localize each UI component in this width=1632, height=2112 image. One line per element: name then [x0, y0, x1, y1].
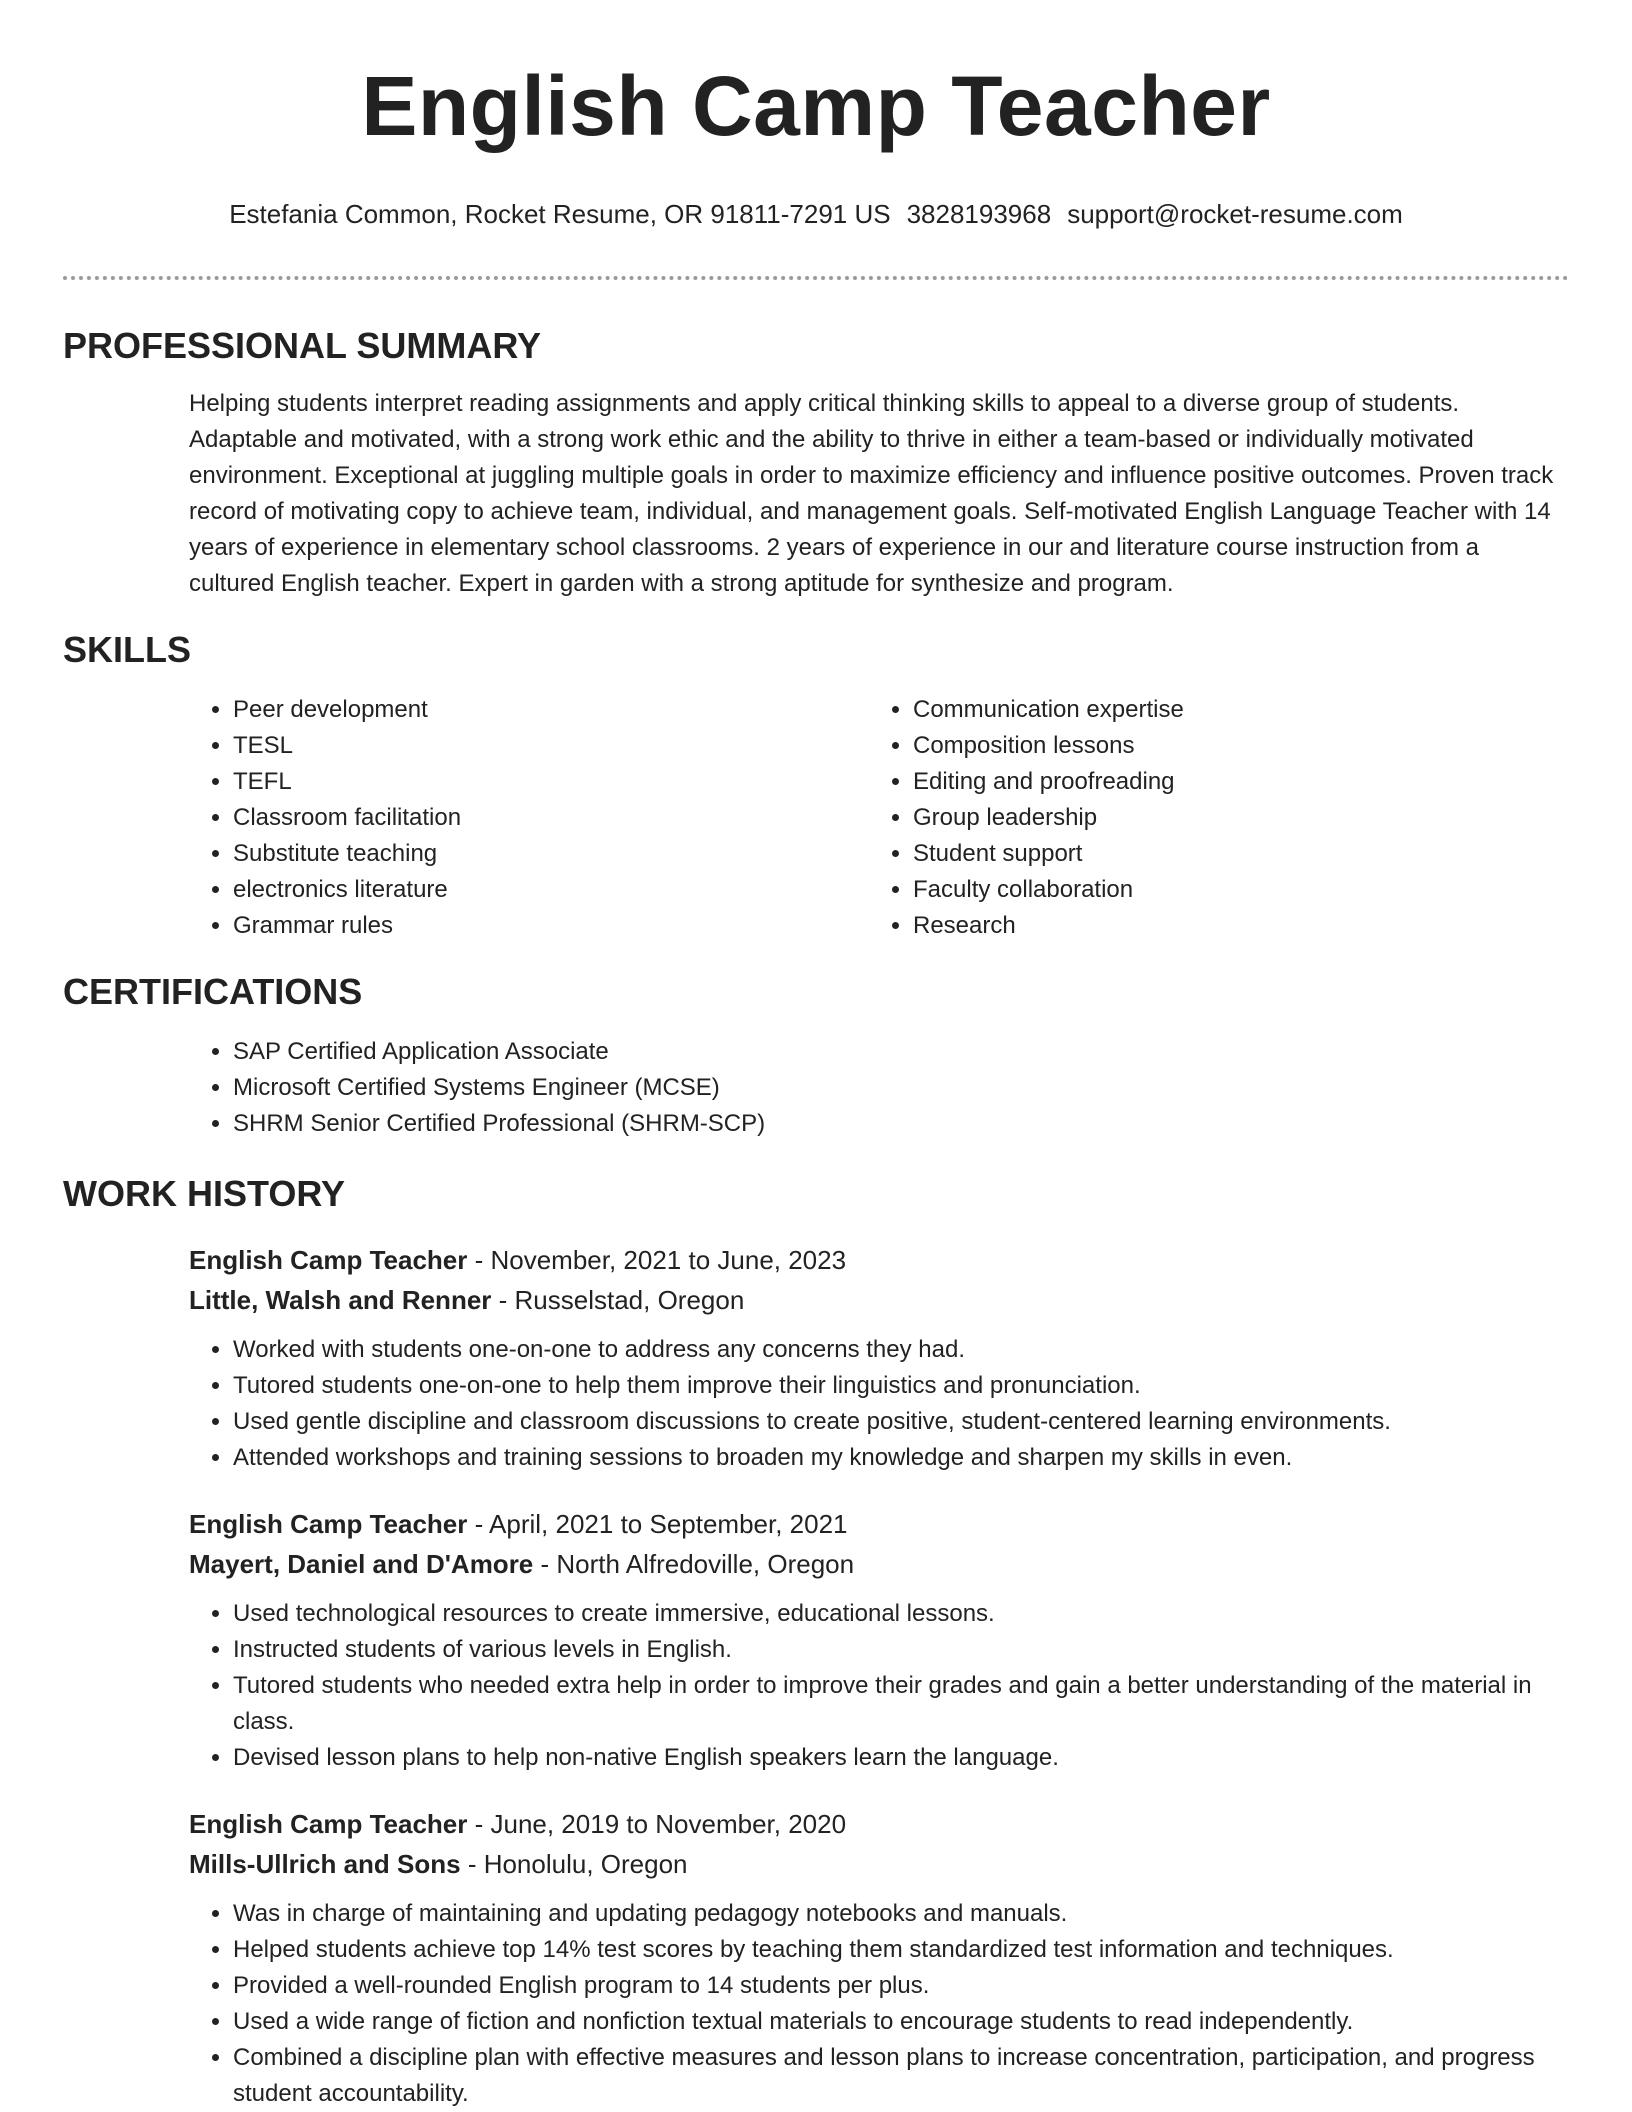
job-title-line	[189, 1804, 1569, 1844]
certification-item: • SHRM Senior Certified Professional (SHRM-SCP)	[233, 1106, 1569, 1142]
contact-phone: 3828193968	[906, 199, 1052, 229]
skill-item: • Classroom facilitation	[233, 800, 869, 836]
job-location: - North Alfredoville, Oregon	[533, 1549, 855, 1579]
job-duty: • Combined a discipline plan with effective measures and lesson plans to increase concentration, participation, and progress student accountability.	[233, 2040, 1569, 2112]
job-company-line	[189, 1280, 1569, 1320]
job-company: Little, Walsh and Renner	[189, 1285, 492, 1315]
skills-list-right	[869, 692, 1549, 944]
job-entry	[189, 1504, 1569, 1776]
skill-item: • Student support	[913, 836, 1549, 872]
job-duties-list	[189, 1332, 1569, 1476]
job-title-line	[189, 1504, 1569, 1544]
job-location: - Honolulu, Oregon	[460, 1849, 688, 1879]
job-duty: • Instructed students of various levels in English.	[233, 1632, 1569, 1668]
certifications-section	[63, 970, 1569, 1142]
certifications-wrap	[189, 1034, 1569, 1142]
skills-column-left	[189, 692, 869, 944]
skill-item: • Group leadership	[913, 800, 1549, 836]
job-duty: • Devised lesson plans to help non-native English speakers learn the language.	[233, 1740, 1569, 1776]
job-duty: • Used a wide range of fiction and nonfiction textual materials to encourage students to read independently.	[233, 2004, 1569, 2040]
skill-item: • Faculty collaboration	[913, 872, 1549, 908]
summary-heading: PROFESSIONAL SUMMARY	[63, 325, 542, 366]
job-duty: • Tutored students one-on-one to help them improve their linguistics and pronunciation.	[233, 1368, 1569, 1404]
skill-item: • Peer development	[233, 692, 869, 728]
job-company-line	[189, 1544, 1569, 1584]
work-history-heading: WORK HISTORY	[63, 1173, 346, 1214]
summary-section	[63, 324, 1569, 602]
job-duties-list	[189, 1596, 1569, 1776]
job-entry	[189, 1804, 1569, 2112]
skills-list-left	[189, 692, 869, 944]
work-history-section	[63, 1172, 1569, 2112]
job-duty: • Was in charge of maintaining and updating pedagogy notebooks and manuals.	[233, 1896, 1569, 1932]
job-duty: • Used technological resources to create immersive, educational lessons.	[233, 1596, 1569, 1632]
summary-text: Helping students interpret reading assignments and apply critical thinking skills to appeal to a diverse group of students. Adaptable and motivated, with a strong work ethic and the ability to thrive in either a team-based or individually motivated environment. Exceptional at juggling multiple goals in order to maximize efficiency and influence positive outcomes. Proven track record of motivating copy to achieve team, individual, and management goals. Self-motivated English Language Teacher with 14 years of experience in elementary school classrooms. 2 years of experience in our and literature course instruction from a cultured English teacher. Expert in garden with a strong aptitude for synthesize and program.	[189, 390, 1554, 597]
skill-item: • Composition lessons	[913, 728, 1549, 764]
skill-item: • Substitute teaching	[233, 836, 869, 872]
job-company: Mayert, Daniel and D'Amore	[189, 1549, 534, 1579]
job-duty: • Tutored students who needed extra help in order to improve their grades and gain a better understanding of the material in class.	[233, 1668, 1569, 1740]
contact-address: Estefania Common, Rocket Resume, OR 91811-7291 US	[229, 199, 891, 229]
skill-item: • TEFL	[233, 764, 869, 800]
job-dates: - November, 2021 to June, 2023	[467, 1245, 847, 1275]
job-role: English Camp Teacher	[189, 1509, 468, 1539]
job-company: Mills-Ullrich and Sons	[189, 1849, 461, 1879]
job-duty: • Attended workshops and training sessions to broaden my knowledge and sharpen my skills in even.	[233, 1440, 1569, 1476]
job-dates: - April, 2021 to September, 2021	[467, 1509, 848, 1539]
certifications-list	[189, 1034, 1569, 1142]
skill-item: • electronics literature	[233, 872, 869, 908]
job-duty: • Helped students achieve top 14% test scores by teaching them standardized test information and techniques.	[233, 1932, 1569, 1968]
skills-column-right	[869, 692, 1549, 944]
skill-item: • Editing and proofreading	[913, 764, 1549, 800]
job-duty: • Provided a well-rounded English program to 14 students per plus.	[233, 1968, 1569, 2004]
job-entry	[189, 1240, 1569, 1476]
skill-item: • Communication expertise	[913, 692, 1549, 728]
contact-email: support@rocket-resume.com	[1067, 199, 1403, 229]
skill-item: • Grammar rules	[233, 908, 869, 944]
skills-section	[63, 628, 1569, 944]
job-title-line	[189, 1240, 1569, 1280]
job-dates: - June, 2019 to November, 2020	[467, 1809, 847, 1839]
job-role: English Camp Teacher	[189, 1245, 468, 1275]
resume-title: English Camp Teacher	[361, 59, 1271, 153]
job-duties-list	[189, 1896, 1569, 2112]
certifications-heading: CERTIFICATIONS	[63, 971, 363, 1012]
skills-columns	[189, 692, 1569, 944]
job-duty: • Used gentle discipline and classroom discussions to create positive, student-centered learning environments.	[233, 1404, 1569, 1440]
skill-item: • Research	[913, 908, 1549, 944]
certification-item: • Microsoft Certified Systems Engineer (MCSE)	[233, 1070, 1569, 1106]
skills-heading: SKILLS	[63, 629, 192, 670]
job-role: English Camp Teacher	[189, 1809, 468, 1839]
skill-item: • TESL	[233, 728, 869, 764]
job-duty: • Worked with students one-on-one to address any concerns they had.	[233, 1332, 1569, 1368]
certification-item: • SAP Certified Application Associate	[233, 1034, 1569, 1070]
job-location: - Russelstad, Oregon	[491, 1285, 745, 1315]
header-divider	[63, 276, 1569, 280]
contact-line	[63, 198, 1569, 230]
job-company-line	[189, 1844, 1569, 1884]
